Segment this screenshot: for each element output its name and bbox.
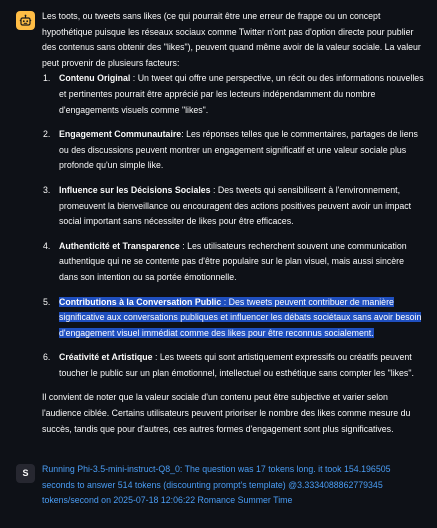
factor-title: Engagement Communautaire	[59, 129, 182, 140]
factor-title: Influence sur les Décisions Sociales	[59, 184, 211, 195]
factors-list	[42, 71, 425, 381]
list-item-number: 6.	[43, 352, 51, 363]
factor-title: Authenticité et Transparence	[59, 240, 180, 251]
factor-title: Contenu Original	[59, 73, 131, 84]
robot-icon-glyph	[19, 14, 32, 27]
assistant-message-content	[42, 9, 425, 437]
assistant-chat-message	[16, 9, 425, 437]
list-item	[43, 350, 425, 381]
list-item-selected	[43, 295, 425, 342]
list-item-number: 5.	[43, 296, 51, 307]
list-item	[43, 239, 425, 286]
list-item-number: 4.	[43, 240, 51, 251]
factor-text: : Des tweets peuvent contribuer de manière significative aux conversations publiques et influencer les débats sociétaux sans avoir besoin d'engagement visuel immédiat comme des likes pour être reconnus socialement.	[59, 296, 422, 338]
status-text: Running Phi-3.5-mini-instruct-Q8_0: The question was 17 tokens long. it took 154.196505 seconds to answer 514 tokens (discounting prompt's template) @3.3334088862779345 tokens/second on 2025-07-18 12:06:22 Romance Summer Time	[42, 464, 391, 506]
factor-text: : Les réponses telles que le commentaires, partages de liens ou des discussions peuvent montrer un engagement significatif et une valeur sociale plus profonde qu'un simple like.	[59, 129, 418, 171]
status-avatar: S	[16, 464, 35, 483]
list-item	[43, 127, 425, 174]
status-chat-message	[16, 462, 425, 509]
list-item-number: 3.	[43, 184, 51, 195]
factor-text: : Des tweets qui sensibilisent à l'environnement, promeuvent la bienveillance ou encouragent des actions positives peuvent avoir un impact social important sans nécessiter de likes pour être efficaces.	[59, 184, 412, 227]
message-conclusion: Il convient de noter que la valeur sociale d'un contenu peut être subjective et varier selon l'audience ciblée. Certains utilisateurs peuvent prioriser le nombre des likes comme mesure du succès, tandis que pour d'autres, ces autres formes d'engagement sont plus significatives.	[42, 392, 411, 434]
factor-text: : Les utilisateurs recherchent souvent une communication authentique qui ne se contente pas d'être populaire sur le plan visuel, mais aussi sincère dans son intention ou sa portée émotionnelle.	[59, 240, 407, 282]
list-item	[43, 183, 425, 230]
factor-title: Contributions à la Conversation Public	[59, 296, 222, 307]
message-intro: Les toots, ou tweets sans likes (ce qui pourrait être une erreur de frappe ou un concept hypothétique puisque les réseaux sociaux comme Twitter n'ont pas d'option directe pour publier des contenus sans obtenir des "likes"), peuvent quand même avoir de la valeur sociale. La valeur peut provenir de plusieurs facteurs:	[42, 11, 421, 68]
factor-text: : Un tweet qui offre une perspective, un récit ou des informations nouvelles et pertinentes pourrait être apprécié par les lecteurs indépendamment du nombre d'engagements visuels comme "likes".	[59, 73, 424, 115]
list-item	[43, 71, 425, 118]
factor-title: Créativité et Artistique	[59, 352, 153, 363]
list-item-number: 2.	[43, 129, 51, 140]
list-item-number: 1.	[43, 73, 51, 84]
factor-text: : Les tweets qui sont artistiquement expressifs ou créatifs peuvent toucher le public sur un plan émotionnel, intellectuel ou esthétique sans compter les "likes".	[59, 352, 414, 378]
robot-icon	[16, 11, 35, 30]
